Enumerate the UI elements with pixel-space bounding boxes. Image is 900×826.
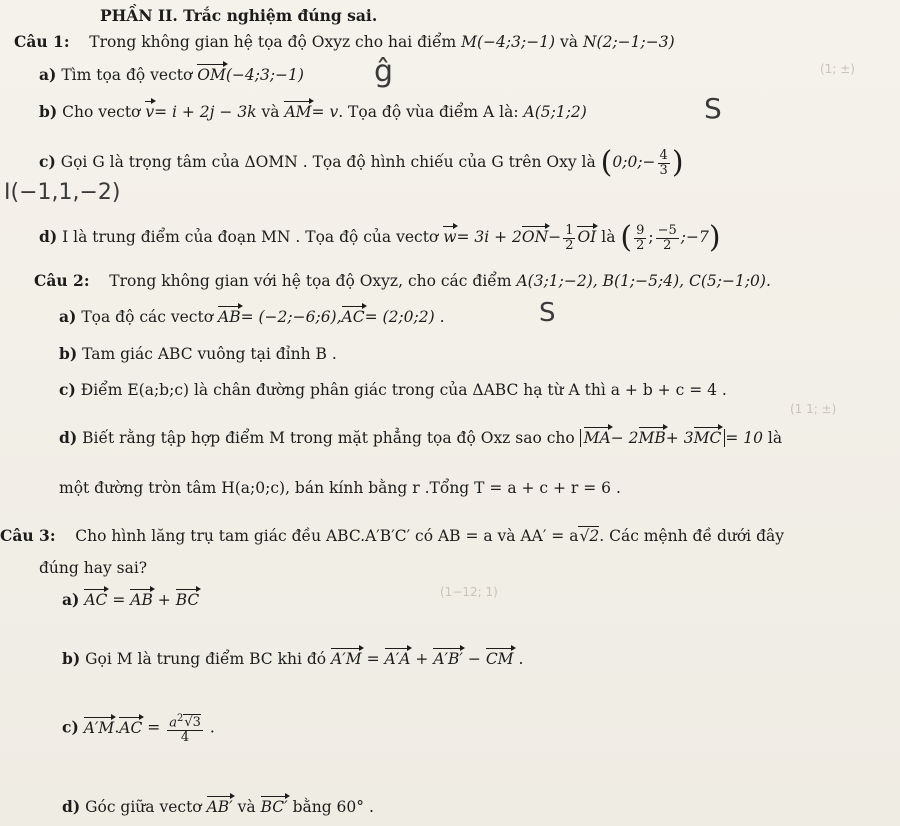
equals-sign: = <box>112 591 126 609</box>
statement-label: b) <box>62 649 81 668</box>
statement-3a <box>62 589 199 611</box>
paren-close: ) <box>708 220 721 255</box>
vector-am: AM <box>284 103 312 121</box>
question-label: Câu 1: <box>14 32 70 51</box>
point-n: N(2;−1;−3) <box>582 33 675 51</box>
statement-2d-continued: một đường tròn tâm H(a;0;c), bán kính bằng r .Tổng T = a + c + r = 6 . <box>59 479 621 497</box>
vector-ab-prime: AB′ <box>206 798 233 816</box>
statement-label: d) <box>59 428 78 447</box>
question-3-stem <box>0 525 784 547</box>
statement-text: . Tọa độ vùa điểm A là: <box>338 103 519 121</box>
vector-value: (−4;3;−1) <box>225 66 304 84</box>
vector-a-prime-b-prime: A′B′ <box>433 650 463 668</box>
statement-label: a) <box>39 65 57 84</box>
equals-v: = v <box>311 103 339 121</box>
statement-label: c) <box>59 380 76 399</box>
vector-mc: MC <box>693 429 722 447</box>
fraction <box>658 149 670 178</box>
statement-1d: d) I là trung điểm của đoạn MN . Tọa độ của vectơ w= 3i + 2ON− $\frac{1}{2}$ OI là ( $\frac{9}{2}$ ; $\frac{-5}{2}$ ;−7) <box>39 220 721 255</box>
paren-open: ( <box>600 145 613 180</box>
fraction-denominator: 2 <box>565 237 574 253</box>
vector-a-prime-m: A′M <box>83 718 115 737</box>
handwritten-mark: S <box>704 92 722 125</box>
statement-text: Gọi M là trung điểm BC khi đó <box>85 650 327 668</box>
numerator-sqrt: √3 <box>184 715 201 731</box>
equals-sign: = <box>366 650 380 668</box>
statement-label: b) <box>39 102 58 121</box>
statement-text: Cho vectơ <box>62 103 141 121</box>
statement-text: Điểm E(a;b;c) là chân đường phân giác trong của ΔABC hạ từ A thì a + b + c = 4 . <box>80 381 727 399</box>
equals-sign: = <box>147 718 161 737</box>
vector-ac: AC <box>119 718 143 737</box>
statement-3d <box>62 796 374 818</box>
fraction-denominator: 4 <box>180 730 190 746</box>
statement-1a <box>39 64 304 86</box>
sqrt-radicand: 2 <box>589 527 600 545</box>
statement-label: b) <box>59 344 78 363</box>
vector-mb: MB <box>638 429 666 447</box>
vector-ab: AB <box>218 308 241 326</box>
statement-2c <box>59 379 727 401</box>
statement-label: d) <box>62 797 81 816</box>
fraction-numerator: 1 <box>565 222 574 238</box>
bleed-through-mark: (1; ±) <box>820 62 855 76</box>
bleed-through-mark: (1−12; 1) <box>440 585 498 599</box>
plus-sign: + <box>157 591 171 609</box>
paren-open: ( <box>620 220 633 255</box>
fraction-numerator: 9 <box>636 222 645 238</box>
handwritten-margin-note: I(−1,1,−2) <box>4 180 121 205</box>
sqrt-radicand: 3 <box>192 715 201 731</box>
minus-sign: − <box>467 650 481 668</box>
statement-label: d) <box>39 227 58 246</box>
paren-close: ) <box>671 145 684 180</box>
is-text: là <box>767 429 783 447</box>
statement-text: Biết rằng tập hợp điểm M trong mặt phẳng tọa độ Oxz sao cho <box>82 429 575 447</box>
statement-2a <box>59 306 445 328</box>
vector-v: v <box>145 103 155 121</box>
vector-cm: CM <box>485 650 514 668</box>
minus-coef: − 2 <box>610 429 639 447</box>
fraction-numerator <box>167 712 203 731</box>
vector-ab: AB <box>130 591 153 609</box>
point-value: A(5;1;2) <box>523 103 587 121</box>
fraction-numerator: 4 <box>659 147 668 163</box>
statement-label: c) <box>62 717 79 737</box>
minus-sign: − <box>548 228 562 246</box>
statement-2d <box>59 427 782 449</box>
dot-product: . <box>114 718 120 737</box>
period: . <box>209 718 215 737</box>
vector-oi: OI <box>577 228 597 246</box>
stem-text: Trong không gian hệ tọa độ Oxyz cho hai điểm <box>89 33 457 51</box>
statement-text: Góc giữa vectơ <box>85 798 202 816</box>
stem-text-cont: . Các mệnh đề dưới đây <box>599 527 784 545</box>
and-text: và <box>261 103 280 121</box>
vector-ac: AC <box>341 308 365 326</box>
fraction <box>563 224 575 253</box>
period: . <box>518 650 524 668</box>
stem-text: Cho hình lăng trụ tam giác đều ABC.A′B′C′ có AB = a và AA′ = a <box>75 527 579 545</box>
is-text: là <box>601 228 616 246</box>
statement-text: Tam giác ABC vuông tại đỉnh B . <box>82 345 337 363</box>
plus-coef: + 3 <box>665 429 694 447</box>
vector-value: = (2;0;2) . <box>364 308 445 326</box>
question-2-stem <box>34 270 771 292</box>
question-1-stem <box>14 31 675 53</box>
vector-sum-abs <box>580 429 726 447</box>
handwritten-mark: ĝ <box>374 54 394 89</box>
statement-3c <box>62 712 215 745</box>
statement-text: Gọi G là trọng tâm của ΔOMN . Tọa độ hình chiếu của G trên Oxy là <box>60 153 596 171</box>
points-list: A(3;1;−2), B(1;−5;4), C(5;−1;0). <box>516 272 771 290</box>
statement-1b <box>39 101 587 123</box>
vector-w: w <box>443 228 457 246</box>
vector-bc: BC <box>175 591 200 609</box>
vector-bc-prime: BC′ <box>260 798 288 816</box>
fraction <box>634 224 646 253</box>
point-m: M(−4;3;−1) <box>461 33 556 51</box>
numerator-a: a <box>169 715 177 731</box>
fraction <box>656 224 679 253</box>
vector-value: = (−2;−6;6), <box>240 308 342 326</box>
bleed-through-mark: (1 1; ±) <box>790 402 837 416</box>
vector-om: OM <box>197 66 226 84</box>
fraction-denominator: 2 <box>636 237 645 253</box>
handwritten-mark: S <box>539 298 556 328</box>
question-3-stem-continued: đúng hay sai? <box>39 559 148 577</box>
vector-on: ON <box>521 228 549 246</box>
vector-expression: = i + 2j − 3k <box>154 103 257 121</box>
statement-text: Tìm tọa độ vectơ <box>61 66 193 84</box>
fraction-denominator: 3 <box>659 162 668 178</box>
and-text: và <box>237 798 256 816</box>
coordinate-value: 0;0;− <box>612 153 656 171</box>
sqrt-value: √2 <box>579 527 600 545</box>
statement-label: a) <box>62 590 80 609</box>
vector-a-prime-m: A′M <box>331 650 362 668</box>
question-label: Câu 3: <box>0 526 56 545</box>
stem-text: Trong không gian với hệ tọa độ Oxyz, cho các điểm <box>109 272 512 290</box>
vector-expression: = 3i + 2 <box>456 228 522 246</box>
fraction <box>167 712 203 745</box>
statement-label: a) <box>59 307 77 326</box>
statement-label: c) <box>39 152 56 171</box>
vector-a-prime-a: A′A <box>384 650 411 668</box>
vector-ma: MA <box>583 429 611 447</box>
fraction-denominator: 2 <box>663 237 672 253</box>
fraction-numerator: −5 <box>657 222 677 238</box>
coordinate-tail: ;−7 <box>680 228 709 246</box>
statement-text: Tọa độ các vectơ <box>81 308 214 326</box>
statement-text: I là trung điểm của đoạn MN . Tọa độ của vectơ <box>62 228 439 246</box>
statement-2b <box>59 343 337 365</box>
plus-sign: + <box>415 650 429 668</box>
and-text: và <box>560 33 579 51</box>
statement-3b <box>62 648 523 670</box>
vector-ac: AC <box>84 591 108 609</box>
statement-end: bằng 60° . <box>292 798 374 816</box>
equals-value: = 10 <box>725 429 763 447</box>
numerator-exponent: 2 <box>176 713 184 724</box>
statement-1c <box>39 145 684 180</box>
question-label: Câu 2: <box>34 271 90 290</box>
section-title: PHẦN II. Trắc nghiệm đúng sai. <box>100 6 378 25</box>
